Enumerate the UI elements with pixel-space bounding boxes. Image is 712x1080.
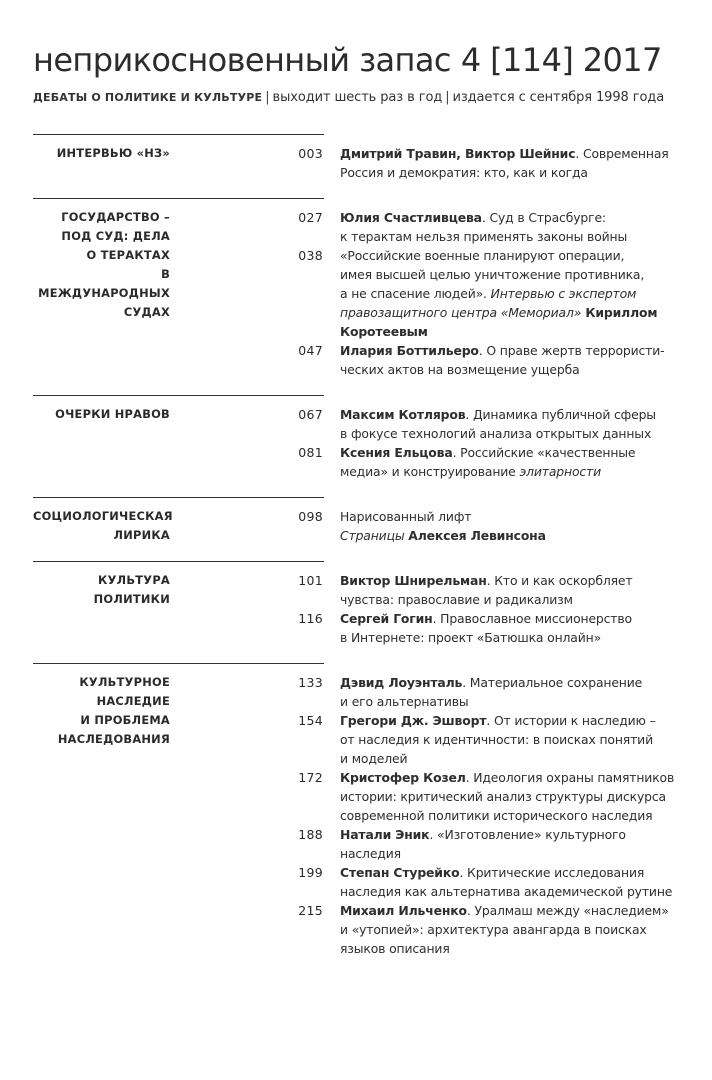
toc-entry[interactable]	[170, 443, 693, 481]
section-entries	[170, 507, 693, 545]
entry-text: Нарисованный лифт Страницы Алексея Левинсона	[340, 509, 546, 543]
page-number: 188	[298, 827, 323, 842]
entry-author: Ксения Ельцова	[340, 445, 453, 460]
toc-entry[interactable]	[170, 341, 693, 379]
toc-section	[33, 663, 693, 974]
page-number: 047	[298, 343, 323, 358]
toc-entry[interactable]	[170, 208, 693, 246]
page-number: 003	[298, 146, 323, 161]
page-number: 199	[298, 865, 323, 880]
section-entries	[170, 208, 693, 379]
section-entries	[170, 405, 693, 481]
entry-author: Илария Боттильеро	[340, 343, 479, 358]
entry-text: Максим Котляров. Динамика публичной сферы в фокусе технологий анализа открытых данных	[340, 407, 656, 441]
page-number: 172	[298, 770, 323, 785]
entry-text: Дэвид Лоуэнталь. Материальное сохранение и его альтернативы	[340, 675, 643, 709]
toc-entry[interactable]	[170, 571, 693, 609]
entry-author: Юлия Счастливцева	[340, 210, 482, 225]
toc-section	[33, 561, 693, 663]
toc-entry[interactable]	[170, 609, 693, 647]
page-number: 215	[298, 903, 323, 918]
entry-text: Виктор Шнирельман. Кто и как оскорбляет чувства: православие и радикализм	[340, 573, 633, 607]
entry-text: Илария Боттильеро. О праве жертв террористи- ческих актов на возмещение ущерба	[340, 343, 665, 377]
journal-since: издается с сентября 1998 года	[452, 90, 665, 105]
toc-entry[interactable]	[170, 673, 693, 711]
toc-section	[33, 497, 693, 561]
toc-section	[33, 134, 693, 198]
entry-text: Юлия Счастливцева. Суд в Страсбурге: к терактам нельзя применять законы войны	[340, 210, 628, 244]
section-entries	[170, 144, 693, 182]
page-number: 101	[298, 573, 323, 588]
entry-text: Михаил Ильченко. Уралмаш между «наследием» и «утопией»: архитектура авангарда в поисках языков описания	[340, 903, 669, 956]
entry-text: Натали Эник. «Изготовление» культурного наследия	[340, 827, 626, 861]
journal-subtitle	[33, 89, 693, 106]
section-entries	[170, 571, 693, 647]
entry-text: Кристофер Козел. Идеология охраны памятников истории: критический анализ структуры дискурса современной политики исторического наследия	[340, 770, 675, 823]
journal-tagline: ДЕБАТЫ О ПОЛИТИКЕ И КУЛЬТУРЕ	[33, 91, 263, 104]
entry-author: Грегори Дж. Эшворт	[340, 713, 487, 728]
section-label: ИНТЕРВЬЮ «НЗ»	[56, 146, 170, 160]
entry-author: Дмитрий Травин, Виктор Шейнис	[340, 146, 576, 161]
entry-author: Степан Стурейко	[340, 865, 460, 880]
separator: |	[265, 90, 270, 105]
entry-text: Дмитрий Травин, Виктор Шейнис. Современная Россия и демократия: кто, как и когда	[340, 146, 669, 180]
toc-entry[interactable]	[170, 825, 693, 863]
page-number: 038	[298, 248, 323, 263]
section-label: КУЛЬТУРА ПОЛИТИКИ	[93, 573, 170, 606]
toc-entry[interactable]	[170, 863, 693, 901]
toc-entry[interactable]	[170, 144, 693, 182]
entry-author: Дэвид Лоуэнталь	[340, 675, 463, 690]
journal-frequency: выходит шесть раз в год	[272, 90, 443, 105]
toc-entry[interactable]	[170, 405, 693, 443]
toc-section	[33, 395, 693, 497]
entry-author: Сергей Гогин	[340, 611, 433, 626]
masthead	[33, 40, 693, 106]
entry-author: Натали Эник	[340, 827, 430, 842]
toc-entry[interactable]	[170, 246, 693, 341]
entry-text: Грегори Дж. Эшворт. От истории к наследию – от наследия к идентичности: в поисках понятий и моделей	[340, 713, 656, 766]
entry-text: Ксения Ельцова. Российские «качественные медиа» и конструирование элитарности	[340, 445, 636, 479]
entry-text: Сергей Гогин. Православное миссионерство в Интернете: проект «Батюшка онлайн»	[340, 611, 632, 645]
journal-issue: 4 [114] 2017	[460, 41, 662, 79]
separator: |	[445, 90, 450, 105]
entry-author: Максим Котляров	[340, 407, 466, 422]
toc-entry[interactable]	[170, 507, 693, 545]
entry-author: Виктор Шнирельман	[340, 573, 487, 588]
page-number: 067	[298, 407, 323, 422]
section-label: ГОСУДАРСТВО – ПОД СУД: ДЕЛА О ТЕРАКТАХ В МЕЖДУНАРОДНЫХ СУДАХ	[38, 210, 170, 319]
table-of-contents	[33, 134, 693, 974]
entry-author: Михаил Ильченко	[340, 903, 467, 918]
entry-text: «Российские военные планируют операции, имея высшей целью уничтожение противника, а не спасение людей». Интервью с экспертом правозащитного центра «Мемориал» Кириллом Коротеевым	[340, 248, 658, 339]
toc-entry[interactable]	[170, 901, 693, 958]
page-number: 116	[298, 611, 323, 626]
page-number: 133	[298, 675, 323, 690]
section-entries	[170, 673, 693, 958]
section-label: СОЦИОЛОГИЧЕСКАЯ ЛИРИКА	[33, 509, 173, 542]
toc-section	[33, 198, 693, 395]
toc-entry[interactable]	[170, 711, 693, 768]
page-number: 027	[298, 210, 323, 225]
page-number: 098	[298, 509, 323, 524]
journal-title-row	[33, 40, 693, 80]
toc-entry[interactable]	[170, 768, 693, 825]
entry-author: Кристофер Козел	[340, 770, 466, 785]
entry-text: Степан Стурейко. Критические исследования наследия как альтернатива академической рутине	[340, 865, 673, 899]
section-label: КУЛЬТУРНОЕ НАСЛЕДИЕ И ПРОБЛЕМА НАСЛЕДОВАНИЯ	[57, 675, 170, 746]
page-number: 081	[298, 445, 323, 460]
page-number: 154	[298, 713, 323, 728]
section-label: ОЧЕРКИ НРАВОВ	[55, 407, 170, 421]
journal-title: неприкосновенный запас	[33, 41, 451, 79]
